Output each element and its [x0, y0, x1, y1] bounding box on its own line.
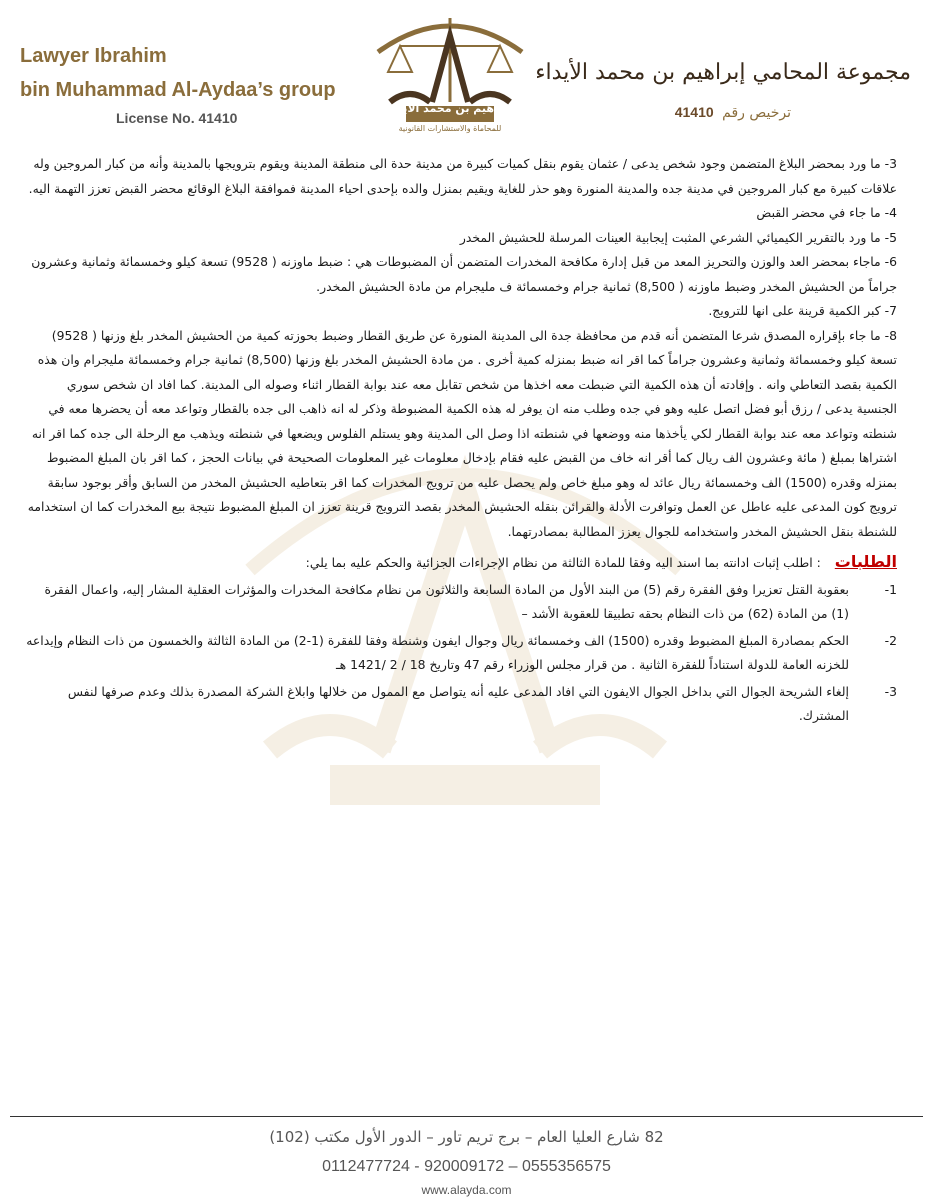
evidence-item-5: 5- ما ورد بالتقرير الكيميائي الشرعي المثبت إيجابية العينات المرسلة للحشيش المخدر	[459, 229, 897, 245]
evidence-item-6: 6- ماجاء بمحضر العد والوزن والتحريز المعد من قبل إدارة مكافحة المخدرات المتضمن أن المضبوطات هي : ضبط ماوزنه ( 9528) تسعة كيلو وخمسمائة وثمانية وعشرون جراماً من الحشيش المخدر وضبط ماوزنه ( 8,500) ثمانية جرام وخمسمائة ف مليجرام من مادة الحشيش المخدر.	[31, 254, 897, 294]
document-body	[24, 152, 897, 729]
arabic-header	[535, 56, 911, 121]
arabic-license-label: ترخيص رقم	[722, 105, 791, 121]
arabic-license-number: 41410	[674, 104, 714, 120]
request-item	[24, 578, 897, 627]
arabic-title: مجموعة المحامي إبراهيم بن محمد الأيداء	[535, 60, 911, 85]
request-number: -3	[884, 683, 897, 699]
logo-subtitle: للمحاماة والاستشارات القانونية	[398, 124, 502, 133]
requests-heading	[24, 550, 897, 576]
request-item	[24, 680, 897, 729]
request-text: بعقوبة القتل تعزيرا وفق الفقرة رقم (5) من البند الأول من المادة السابعة والثلاثون من نظام مكافحة المخدرات والمؤثرات العقلية المشار إليه، واعمال الفقرة (1) من المادة (62) من ذات النظام بحقه تطبيقا للعقوبة الأشد –	[44, 581, 849, 621]
requests-title: الطلبات	[834, 552, 897, 571]
evidence-item-8: 8- ما جاء بإقراره المصدق شرعا المتضمن أنه قدم من محافظة جدة الى المدينة المنورة عن طريق القطار وضبط بحوزته كمية من الحشيش المخدر بلغ وزنها ( 9528) تسعة كيلو وخمسمائة وثمانية وعشرون جراماً كما اقر انه ضبط بمنزله كمية أخرى . من مادة الحشيش المخدر بلغ وزنها (8,500) ثمانية جرام وخمسمائة مليجرام وان هذه الكمية بقصد التعاطي وانه . وإفادته أن هذه الكمية التي ضبطت معه اخذها من شخص تقابل معه عند بوابة القطار اثناء وصوله الى المدينة. كما افاد ان شخص سوري الجنسية يدعى / رزق أبو فضل اتصل عليه وهو في جده وطلب منه ان يوفر له هذه الكمية المضبوطة وذكر له انه ذاهب الى جده بالقطار وتواعد معه أن يحضرها معه في شنطته وتواعد معه عند بوابة القطار لكي يأخذها منه ووضعها في شنطته اذا وصل الى المدينة وهو يستلم الفلوس ويضعها في شنطته ويذهب مع الرحلة الى جده كما اقر انه اشتراها بمبلغ ( مائة وعشرون الف ريال كما أقر انه خاف من القبض عليه فقام بإدخال معلومات غير المعلومات الصحيحة في بيانات الحجز ، كما اقر بان المبلغ المضبوط بمنزله وقدره (1500) الف وخمسمائة ريال عائد له وهو مبلغ خاص ولم يحصل عليه من ترويج المخدرات كما اقر بتعاطيه الحشيش المخدر من السابق وأقر بوجود سابقة ترويج كون المدعى عليه عاطل عن العمل وتوافرت الأدلة والقرائن بنقله الحشيش المخدر بقصد الترويج قرينة تعزز ان المبلغ المضبوط نتيجة بيع المخدرات كما ان استخدامه للشنطة بنقل الحشيش المخدر واستخدامه للجوال يعزز المطالبة بمصادرتهما.	[27, 327, 897, 539]
request-number: -2	[884, 632, 897, 648]
request-item	[24, 629, 897, 678]
english-license: License No. 41410	[116, 110, 238, 126]
request-number: -1	[884, 581, 897, 597]
english-header	[20, 44, 380, 126]
footer-phones: 0112477724 - 920009172 – 0555356575	[322, 1158, 611, 1175]
evidence-item-4: 4- ما جاء في محضر القبض	[756, 205, 897, 220]
logo-name: إبراهيم بن محمد الايداء	[387, 102, 513, 115]
requests-intro: : اطلب إثبات ادانته بما اسند اليه وفقا للمادة الثالثة من نظام الإجراءات الجزائية والحكم عليه بما يلي:	[305, 555, 821, 570]
request-text: الحكم بمصادرة المبلغ المضبوط وقدره (1500) الف وخمسمائة ريال وجوال ايفون وشنطة وفقا للفقرة (1-2) من المادة الثالثة والخمسون من ذات النظام وإيداعه للخزنه العامة للدولة استناداً للفقرة الثانية . من قرار مجلس الوزراء رقم 47 وتاريخ 18 / 2 /1421 هـ	[26, 632, 849, 672]
footer-address: 82 شارع العليا العام – برج تريم تاور – الدور الأول مكتب (102)	[269, 1128, 664, 1146]
evidence-item-7: 7- كبر الكمية قرينة على انها للترويج.	[708, 303, 897, 318]
english-name-line1: Lawyer Ibrahim	[20, 45, 167, 67]
english-name-line2: bin Muhammad Al-Aydaa’s group	[20, 79, 336, 101]
footer-divider	[10, 1116, 923, 1117]
arabic-license	[551, 104, 791, 121]
request-text: إلغاء الشريحة الجوال التي بداخل الجوال الايفون التي افاد المدعى عليه أنه يتواصل مع الممول من خلالها وابلاغ الشركة المصدرة بذلك وعدم صرفها لنفس المشترك.	[67, 683, 849, 723]
evidence-item-3: 3- ما ورد بمحضر البلاغ المتضمن وجود شخص يدعى / عثمان يقوم بنقل كميات كبيرة من مدينة حدة الى منطقة المدينة ويقوم بترويجها بالمدينة وأنه من كبار المروجين وله علاقات كبيرة مع كبار المروجين في مدينة جده والمدينة المنورة وهو حذر للغاية ويقيم بمنزل والده بإحدى احياء المدينة فموافقة البلاغ الوقائع محضر القبض تعزز التهمة اليه.	[28, 156, 897, 196]
footer-website[interactable]: www.alayda.com	[421, 1183, 512, 1197]
